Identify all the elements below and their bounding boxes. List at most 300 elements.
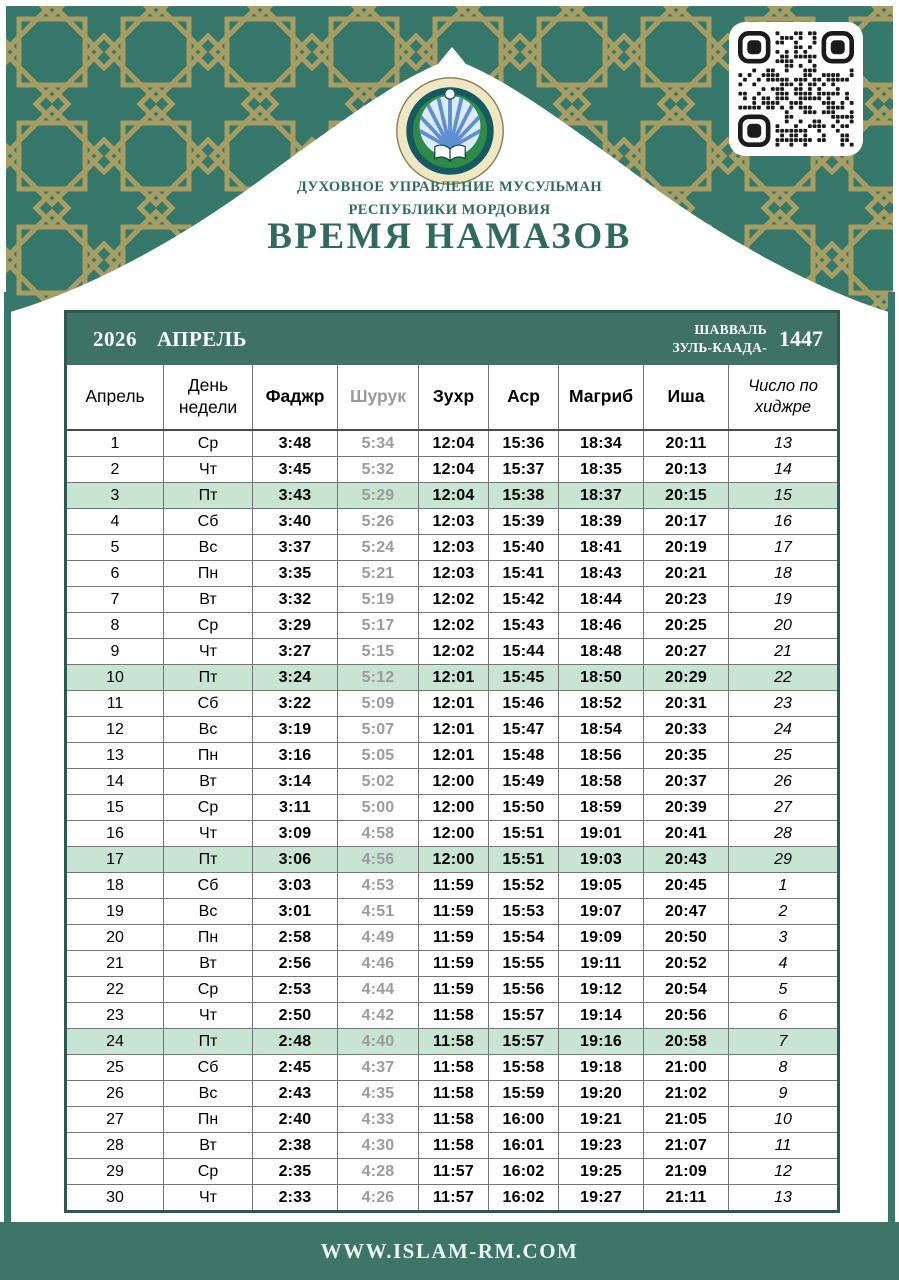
column-header-day: Апрель <box>67 365 164 429</box>
prayer-times-table <box>64 310 840 1213</box>
cell-zuhr: 12:02 <box>419 639 489 664</box>
cell-day: 7 <box>67 587 164 612</box>
cell-hijri: 17 <box>774 538 792 556</box>
cell-fajr: 3:40 <box>253 509 338 534</box>
cell-zuhr: 12:03 <box>419 509 489 534</box>
cell-isha: 20:37 <box>644 769 729 794</box>
cell-asr: 15:54 <box>489 925 559 950</box>
cell-hijri: 9 <box>778 1084 788 1102</box>
cell-day: 14 <box>67 769 164 794</box>
cell-zuhr: 12:02 <box>419 587 489 612</box>
cell-fajr: 2:53 <box>253 977 338 1002</box>
hijri-date-label <box>672 321 823 356</box>
cell-day: 12 <box>67 717 164 742</box>
cell-fajr: 3:37 <box>253 535 338 560</box>
gregorian-date-label <box>93 327 247 352</box>
cell-weekday: Вт <box>164 1133 253 1158</box>
cell-weekday: Пт <box>164 847 253 872</box>
cell-asr: 15:48 <box>489 743 559 768</box>
website-url: WWW.ISLAM-RM.COM <box>320 1238 579 1263</box>
cell-fajr: 2:38 <box>253 1133 338 1158</box>
cell-shuruk: 5:00 <box>338 795 419 820</box>
cell-weekday: Пн <box>164 1107 253 1132</box>
table-row <box>67 1003 837 1029</box>
cell-asr: 16:02 <box>489 1185 559 1210</box>
cell-shuruk: 5:32 <box>338 457 419 482</box>
cell-shuruk: 4:51 <box>338 899 419 924</box>
cell-weekday: Чт <box>164 821 253 846</box>
cell-hijri: 10 <box>774 1110 792 1128</box>
cell-weekday: Вт <box>164 587 253 612</box>
column-header-maghrib: Магриб <box>559 365 644 429</box>
cell-maghrib: 19:27 <box>559 1185 644 1210</box>
cell-weekday: Ср <box>164 613 253 638</box>
cell-shuruk: 5:26 <box>338 509 419 534</box>
cell-zuhr: 11:58 <box>419 1133 489 1158</box>
cell-maghrib: 18:48 <box>559 639 644 664</box>
cell-asr: 15:56 <box>489 977 559 1002</box>
cell-weekday: Пт <box>164 665 253 690</box>
cell-asr: 15:57 <box>489 1029 559 1054</box>
cell-asr: 15:46 <box>489 691 559 716</box>
cell-day: 4 <box>67 509 164 534</box>
column-header-shuruk: Шурук <box>338 365 419 429</box>
table-row <box>67 457 837 483</box>
cell-shuruk: 5:34 <box>338 431 419 456</box>
cell-weekday: Пт <box>164 483 253 508</box>
cell-fajr: 2:58 <box>253 925 338 950</box>
table-body <box>67 431 837 1210</box>
cell-zuhr: 11:58 <box>419 1107 489 1132</box>
cell-zuhr: 12:00 <box>419 769 489 794</box>
cell-hijri: 24 <box>774 720 792 738</box>
cell-maghrib: 18:58 <box>559 769 644 794</box>
cell-maghrib: 19:16 <box>559 1029 644 1054</box>
cell-zuhr: 12:00 <box>419 795 489 820</box>
cell-hijri: 28 <box>774 824 792 842</box>
cell-weekday: Пн <box>164 925 253 950</box>
table-row <box>67 743 837 769</box>
cell-asr: 15:44 <box>489 639 559 664</box>
cell-hijri: 23 <box>774 694 792 712</box>
cell-day: 8 <box>67 613 164 638</box>
cell-weekday: Пн <box>164 743 253 768</box>
cell-fajr: 3:48 <box>253 431 338 456</box>
hijri-year: 1447 <box>779 326 823 351</box>
month-name: АПРЕЛЬ <box>157 326 248 351</box>
cell-asr: 15:37 <box>489 457 559 482</box>
cell-hijri: 15 <box>774 486 792 504</box>
cell-shuruk: 5:05 <box>338 743 419 768</box>
cell-asr: 15:58 <box>489 1055 559 1080</box>
cell-isha: 21:02 <box>644 1081 729 1106</box>
cell-isha: 20:23 <box>644 587 729 612</box>
cell-fajr: 3:43 <box>253 483 338 508</box>
page-title: ВРЕМЯ НАМАЗОВ <box>267 216 632 257</box>
cell-shuruk: 4:35 <box>338 1081 419 1106</box>
cell-hijri: 5 <box>778 980 788 998</box>
table-row <box>67 821 837 847</box>
org-name-line2: РЕСПУБЛИКИ МОРДОВИЯ <box>348 202 551 219</box>
cell-weekday: Вс <box>164 899 253 924</box>
footer-bar <box>0 1222 899 1280</box>
table-row <box>67 873 837 899</box>
cell-asr: 15:53 <box>489 899 559 924</box>
cell-day: 13 <box>67 743 164 768</box>
cell-asr: 15:40 <box>489 535 559 560</box>
cell-hijri: 18 <box>774 564 792 582</box>
cell-zuhr: 11:59 <box>419 977 489 1002</box>
cell-isha: 20:17 <box>644 509 729 534</box>
cell-isha: 20:21 <box>644 561 729 586</box>
cell-asr: 15:55 <box>489 951 559 976</box>
cell-maghrib: 18:52 <box>559 691 644 716</box>
cell-zuhr: 12:01 <box>419 691 489 716</box>
cell-fajr: 3:16 <box>253 743 338 768</box>
cell-isha: 20:54 <box>644 977 729 1002</box>
cell-fajr: 3:11 <box>253 795 338 820</box>
cell-fajr: 2:43 <box>253 1081 338 1106</box>
table-row <box>67 1081 837 1107</box>
table-row <box>67 717 837 743</box>
cell-weekday: Вс <box>164 535 253 560</box>
table-row <box>67 509 837 535</box>
cell-shuruk: 5:29 <box>338 483 419 508</box>
table-row <box>67 1133 837 1159</box>
cell-fajr: 2:33 <box>253 1185 338 1210</box>
qr-code <box>729 22 863 156</box>
cell-hijri: 6 <box>778 1006 788 1024</box>
cell-maghrib: 18:59 <box>559 795 644 820</box>
cell-day: 25 <box>67 1055 164 1080</box>
crescent-rays-book-emblem-icon <box>393 74 507 188</box>
cell-fajr: 2:50 <box>253 1003 338 1028</box>
cell-fajr: 3:22 <box>253 691 338 716</box>
table-row <box>67 1055 837 1081</box>
cell-day: 26 <box>67 1081 164 1106</box>
cell-day: 21 <box>67 951 164 976</box>
table-row <box>67 691 837 717</box>
cell-shuruk: 4:58 <box>338 821 419 846</box>
cell-asr: 15:41 <box>489 561 559 586</box>
cell-shuruk: 4:56 <box>338 847 419 872</box>
cell-shuruk: 5:19 <box>338 587 419 612</box>
cell-zuhr: 11:59 <box>419 951 489 976</box>
cell-hijri: 20 <box>774 616 792 634</box>
cell-zuhr: 11:59 <box>419 873 489 898</box>
cell-day: 9 <box>67 639 164 664</box>
cell-asr: 16:01 <box>489 1133 559 1158</box>
cell-shuruk: 5:07 <box>338 717 419 742</box>
cell-maghrib: 18:46 <box>559 613 644 638</box>
cell-maghrib: 18:56 <box>559 743 644 768</box>
column-header-asr: Аср <box>489 365 559 429</box>
cell-fajr: 2:45 <box>253 1055 338 1080</box>
cell-isha: 21:09 <box>644 1159 729 1184</box>
cell-zuhr: 12:00 <box>419 821 489 846</box>
cell-shuruk: 4:40 <box>338 1029 419 1054</box>
table-row <box>67 1029 837 1055</box>
table-row <box>67 951 837 977</box>
cell-isha: 20:15 <box>644 483 729 508</box>
cell-maghrib: 19:07 <box>559 899 644 924</box>
cell-day: 10 <box>67 665 164 690</box>
cell-hijri: 2 <box>778 902 788 920</box>
cell-shuruk: 4:46 <box>338 951 419 976</box>
org-name-line1: ДУХОВНОЕ УПРАВЛЕНИЕ МУСУЛЬМАН <box>296 179 603 195</box>
cell-hijri: 22 <box>774 668 792 686</box>
cell-asr: 15:49 <box>489 769 559 794</box>
cell-asr: 15:59 <box>489 1081 559 1106</box>
cell-maghrib: 18:39 <box>559 509 644 534</box>
cell-weekday: Вт <box>164 769 253 794</box>
cell-weekday: Сб <box>164 509 253 534</box>
column-header-zuhr: Зухр <box>419 365 489 429</box>
column-header-weekday: День недели <box>164 365 253 429</box>
cell-shuruk: 5:12 <box>338 665 419 690</box>
cell-maghrib: 19:20 <box>559 1081 644 1106</box>
column-header-fajr: Фаджр <box>253 365 338 429</box>
table-row <box>67 769 837 795</box>
cell-zuhr: 11:58 <box>419 1055 489 1080</box>
cell-isha: 20:27 <box>644 639 729 664</box>
cell-maghrib: 19:12 <box>559 977 644 1002</box>
cell-isha: 20:41 <box>644 821 729 846</box>
cell-isha: 20:50 <box>644 925 729 950</box>
cell-shuruk: 4:53 <box>338 873 419 898</box>
cell-maghrib: 19:05 <box>559 873 644 898</box>
cell-fajr: 3:45 <box>253 457 338 482</box>
cell-fajr: 2:48 <box>253 1029 338 1054</box>
cell-weekday: Пт <box>164 1029 253 1054</box>
cell-zuhr: 12:04 <box>419 431 489 456</box>
table-row <box>67 535 837 561</box>
cell-isha: 20:29 <box>644 665 729 690</box>
cell-day: 23 <box>67 1003 164 1028</box>
cell-day: 29 <box>67 1159 164 1184</box>
cell-maghrib: 19:21 <box>559 1107 644 1132</box>
cell-isha: 20:39 <box>644 795 729 820</box>
cell-day: 2 <box>67 457 164 482</box>
cell-weekday: Вс <box>164 717 253 742</box>
cell-asr: 15:57 <box>489 1003 559 1028</box>
cell-weekday: Вт <box>164 951 253 976</box>
cell-asr: 16:00 <box>489 1107 559 1132</box>
cell-zuhr: 12:04 <box>419 457 489 482</box>
cell-hijri: 12 <box>774 1162 792 1180</box>
cell-maghrib: 19:18 <box>559 1055 644 1080</box>
table-row <box>67 431 837 457</box>
cell-isha: 20:47 <box>644 899 729 924</box>
cell-zuhr: 12:00 <box>419 847 489 872</box>
cell-fajr: 2:40 <box>253 1107 338 1132</box>
column-header-hijri: Число по хиджре <box>748 377 818 416</box>
cell-zuhr: 11:58 <box>419 1081 489 1106</box>
cell-zuhr: 12:03 <box>419 535 489 560</box>
cell-zuhr: 12:01 <box>419 665 489 690</box>
cell-zuhr: 11:59 <box>419 899 489 924</box>
cell-hijri: 14 <box>774 460 792 478</box>
cell-asr: 15:42 <box>489 587 559 612</box>
cell-isha: 20:25 <box>644 613 729 638</box>
cell-day: 5 <box>67 535 164 560</box>
cell-shuruk: 4:42 <box>338 1003 419 1028</box>
cell-asr: 15:43 <box>489 613 559 638</box>
cell-asr: 15:50 <box>489 795 559 820</box>
table-row <box>67 613 837 639</box>
cell-isha: 20:45 <box>644 873 729 898</box>
cell-day: 6 <box>67 561 164 586</box>
cell-maghrib: 19:25 <box>559 1159 644 1184</box>
cell-fajr: 3:24 <box>253 665 338 690</box>
cell-asr: 15:51 <box>489 821 559 846</box>
cell-hijri: 3 <box>778 928 788 946</box>
cell-day: 3 <box>67 483 164 508</box>
cell-shuruk: 4:44 <box>338 977 419 1002</box>
cell-fajr: 3:35 <box>253 561 338 586</box>
cell-hijri: 19 <box>774 590 792 608</box>
table-row <box>67 847 837 873</box>
cell-weekday: Сб <box>164 691 253 716</box>
cell-isha: 20:19 <box>644 535 729 560</box>
table-row <box>67 483 837 509</box>
cell-day: 24 <box>67 1029 164 1054</box>
cell-hijri: 29 <box>774 850 792 868</box>
table-row <box>67 665 837 691</box>
cell-isha: 20:43 <box>644 847 729 872</box>
cell-isha: 20:52 <box>644 951 729 976</box>
cell-maghrib: 18:54 <box>559 717 644 742</box>
cell-fajr: 3:27 <box>253 639 338 664</box>
cell-shuruk: 4:30 <box>338 1133 419 1158</box>
cell-maghrib: 19:09 <box>559 925 644 950</box>
cell-shuruk: 4:49 <box>338 925 419 950</box>
cell-shuruk: 4:33 <box>338 1107 419 1132</box>
cell-shuruk: 5:17 <box>338 613 419 638</box>
cell-fajr: 3:29 <box>253 613 338 638</box>
cell-weekday: Чт <box>164 1003 253 1028</box>
cell-zuhr: 11:58 <box>419 1029 489 1054</box>
cell-hijri: 8 <box>778 1058 788 1076</box>
cell-isha: 20:35 <box>644 743 729 768</box>
cell-fajr: 3:06 <box>253 847 338 872</box>
table-row <box>67 977 837 1003</box>
cell-shuruk: 4:28 <box>338 1159 419 1184</box>
table-row <box>67 587 837 613</box>
hijri-month-line1: ШАВВАЛЬ <box>694 322 767 338</box>
cell-maghrib: 18:35 <box>559 457 644 482</box>
cell-day: 22 <box>67 977 164 1002</box>
hijri-month-names <box>672 321 767 356</box>
cell-hijri: 7 <box>778 1032 788 1050</box>
hijri-month-line2: ЗУЛЬ-КААДА- <box>672 340 767 355</box>
cell-zuhr: 12:02 <box>419 613 489 638</box>
cell-zuhr: 11:57 <box>419 1159 489 1184</box>
cell-weekday: Ср <box>164 431 253 456</box>
cell-day: 18 <box>67 873 164 898</box>
cell-shuruk: 5:24 <box>338 535 419 560</box>
cell-fajr: 3:32 <box>253 587 338 612</box>
cell-day: 27 <box>67 1107 164 1132</box>
cell-weekday: Ср <box>164 795 253 820</box>
cell-asr: 15:45 <box>489 665 559 690</box>
cell-asr: 15:39 <box>489 509 559 534</box>
cell-asr: 15:52 <box>489 873 559 898</box>
cell-fajr: 3:03 <box>253 873 338 898</box>
cell-hijri: 13 <box>774 1188 792 1206</box>
cell-fajr: 2:56 <box>253 951 338 976</box>
cell-maghrib: 18:34 <box>559 431 644 456</box>
cell-maghrib: 19:14 <box>559 1003 644 1028</box>
cell-weekday: Чт <box>164 1185 253 1210</box>
cell-isha: 20:58 <box>644 1029 729 1054</box>
cell-weekday: Пн <box>164 561 253 586</box>
cell-shuruk: 5:15 <box>338 639 419 664</box>
cell-asr: 15:47 <box>489 717 559 742</box>
cell-isha: 21:11 <box>644 1185 729 1210</box>
cell-asr: 15:36 <box>489 431 559 456</box>
cell-day: 15 <box>67 795 164 820</box>
cell-shuruk: 5:09 <box>338 691 419 716</box>
table-row <box>67 795 837 821</box>
left-border-strip <box>4 292 11 1224</box>
cell-maghrib: 19:23 <box>559 1133 644 1158</box>
table-title-bar <box>67 313 837 365</box>
cell-isha: 20:31 <box>644 691 729 716</box>
cell-hijri: 11 <box>774 1136 792 1154</box>
cell-isha: 21:07 <box>644 1133 729 1158</box>
column-headers <box>67 365 837 431</box>
cell-maghrib: 19:11 <box>559 951 644 976</box>
cell-day: 17 <box>67 847 164 872</box>
cell-weekday: Чт <box>164 457 253 482</box>
table-row <box>67 1159 837 1185</box>
table-row <box>67 1185 837 1210</box>
table-row <box>67 899 837 925</box>
cell-weekday: Чт <box>164 639 253 664</box>
cell-shuruk: 5:21 <box>338 561 419 586</box>
cell-hijri: 21 <box>774 642 792 660</box>
cell-day: 30 <box>67 1185 164 1210</box>
cell-asr: 15:51 <box>489 847 559 872</box>
cell-weekday: Вс <box>164 1081 253 1106</box>
cell-weekday: Ср <box>164 1159 253 1184</box>
cell-isha: 20:33 <box>644 717 729 742</box>
cell-hijri: 16 <box>774 512 792 530</box>
cell-fajr: 3:01 <box>253 899 338 924</box>
cell-maghrib: 19:01 <box>559 821 644 846</box>
cell-zuhr: 11:58 <box>419 1003 489 1028</box>
cell-maghrib: 18:37 <box>559 483 644 508</box>
cell-hijri: 26 <box>774 772 792 790</box>
cell-shuruk: 5:02 <box>338 769 419 794</box>
cell-maghrib: 18:43 <box>559 561 644 586</box>
cell-hijri: 13 <box>774 434 792 452</box>
cell-fajr: 3:19 <box>253 717 338 742</box>
cell-weekday: Ср <box>164 977 253 1002</box>
cell-zuhr: 12:03 <box>419 561 489 586</box>
cell-day: 11 <box>67 691 164 716</box>
cell-hijri: 1 <box>778 876 788 894</box>
cell-maghrib: 19:03 <box>559 847 644 872</box>
cell-day: 1 <box>67 431 164 456</box>
cell-weekday: Сб <box>164 873 253 898</box>
cell-day: 16 <box>67 821 164 846</box>
cell-isha: 20:13 <box>644 457 729 482</box>
cell-maghrib: 18:50 <box>559 665 644 690</box>
cell-fajr: 3:14 <box>253 769 338 794</box>
cell-asr: 16:02 <box>489 1159 559 1184</box>
